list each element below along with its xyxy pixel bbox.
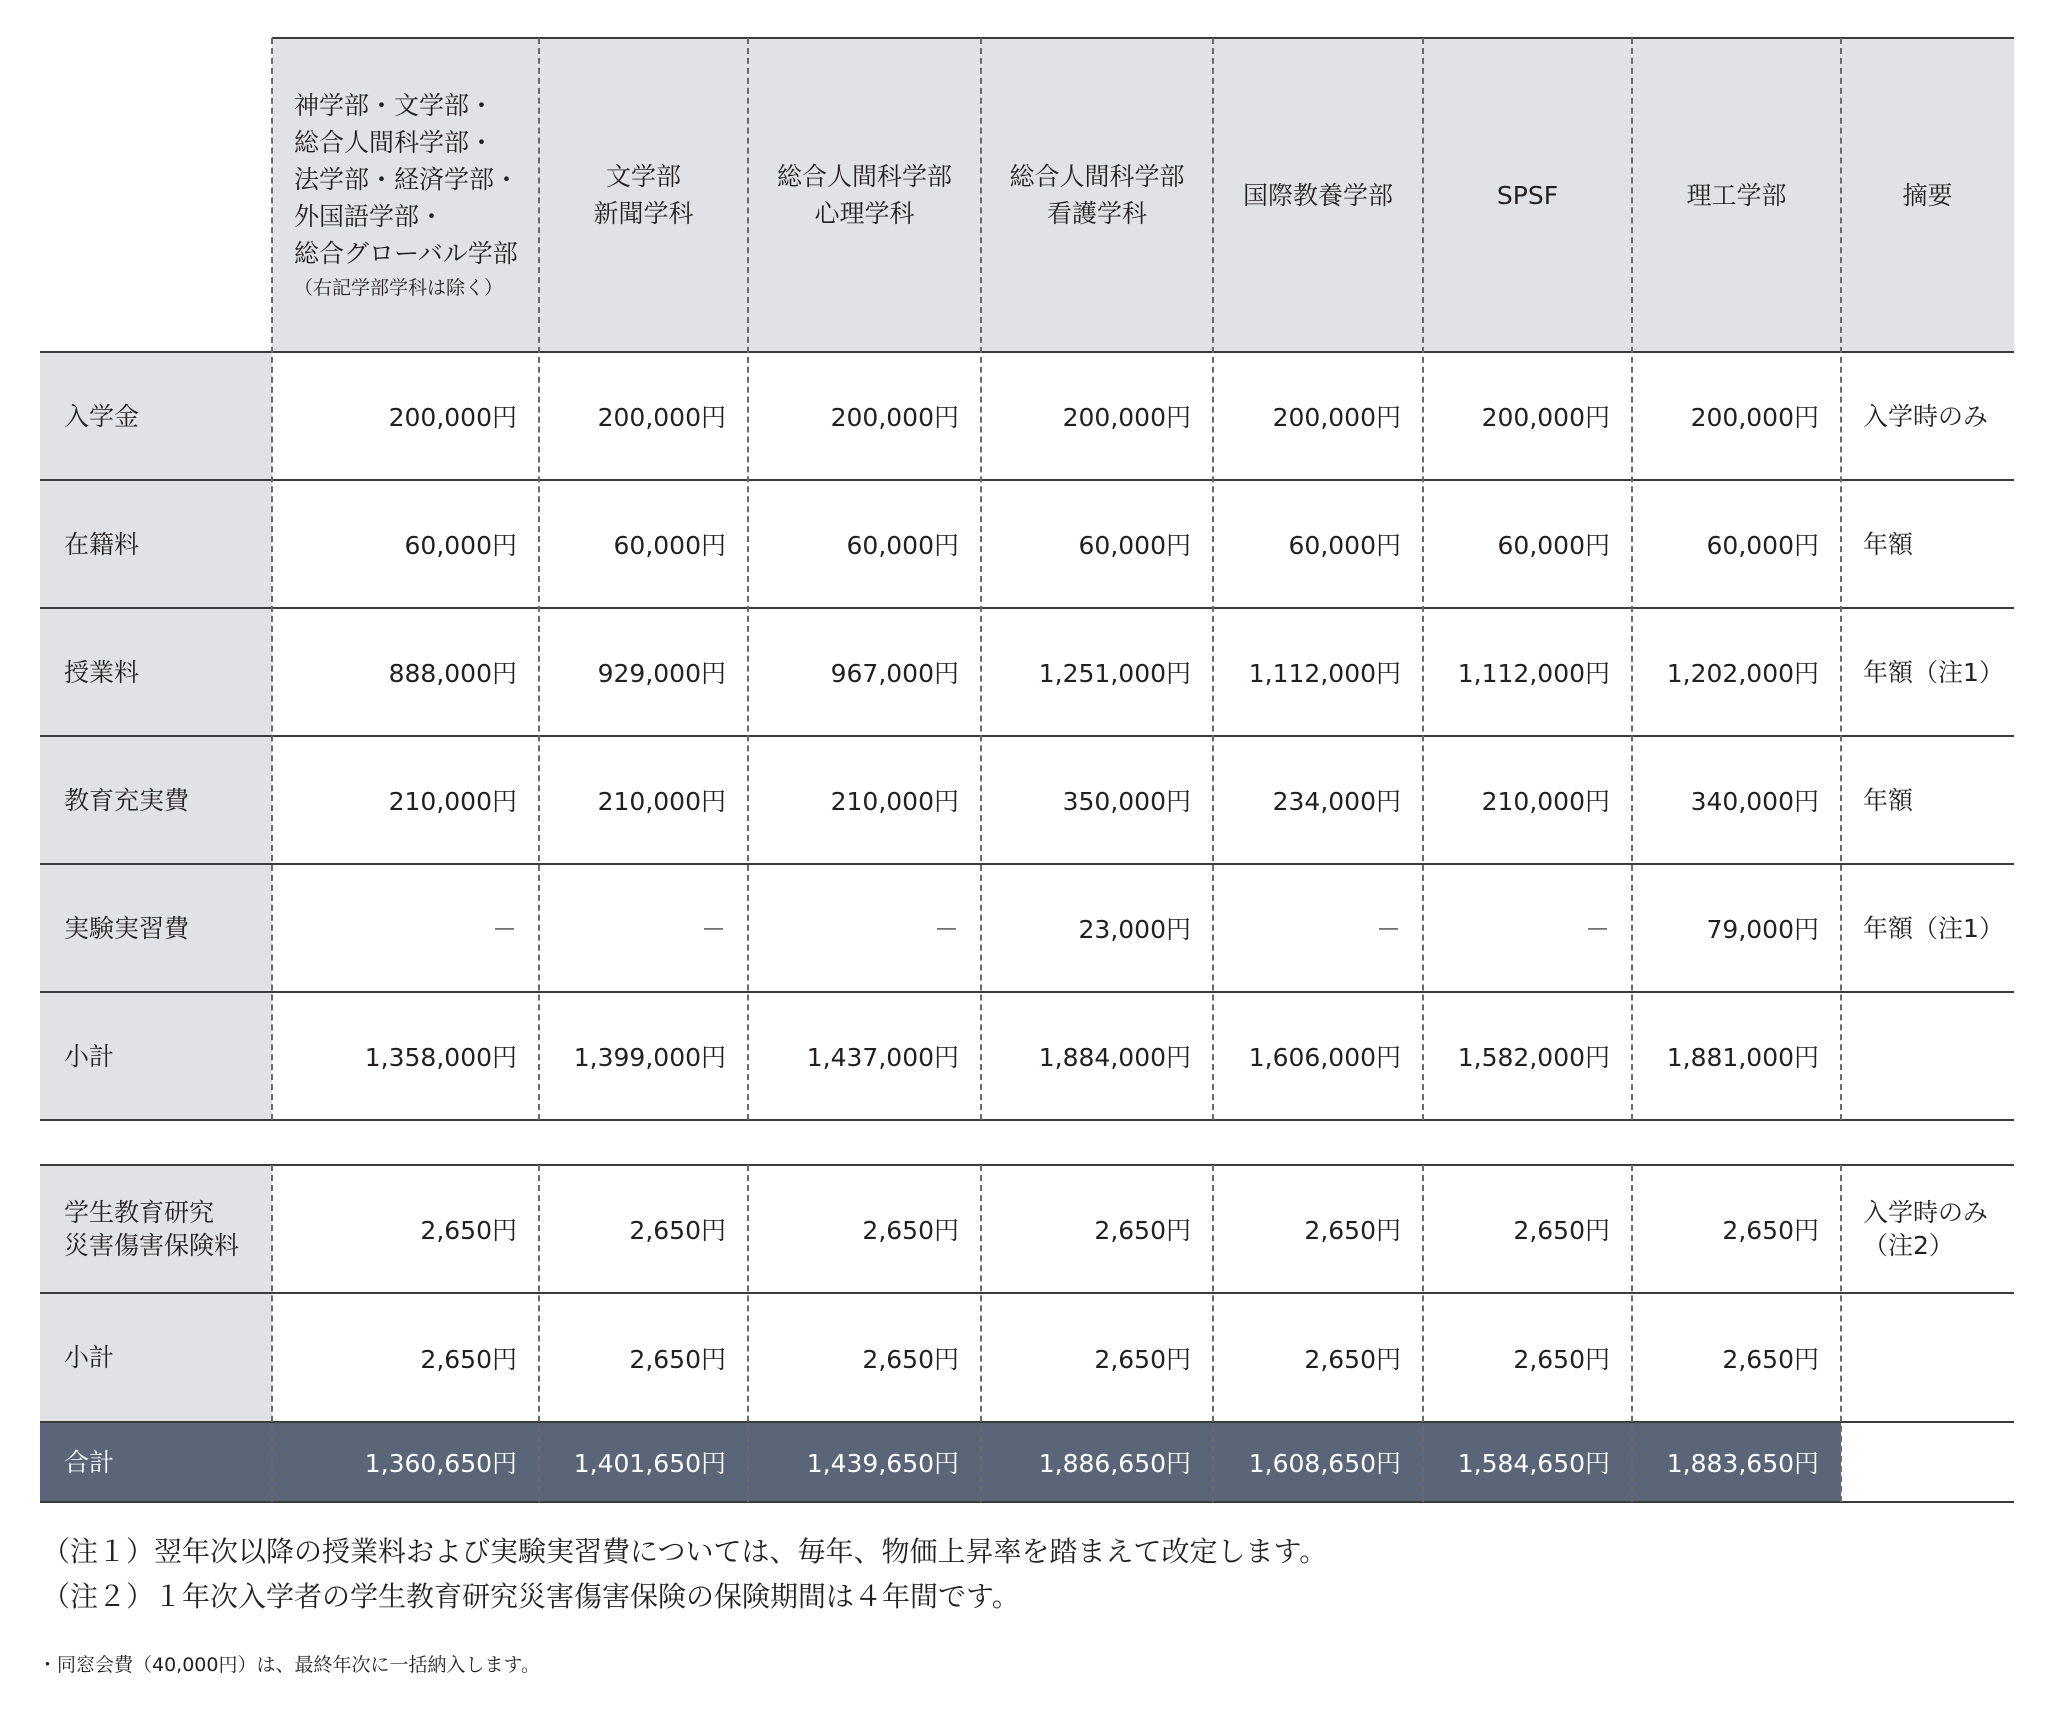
row-rule — [40, 1421, 2014, 1423]
insurance-subtotal-cell: 2,650円 — [1513, 1344, 1610, 1374]
column-header-note: （右記学部学科は除く） — [294, 276, 504, 299]
insurance-label-line: 学生教育研究 — [64, 1198, 215, 1227]
fee-cell: 60,000円 — [1288, 531, 1401, 560]
fee-row-label: 実験実習費 — [64, 913, 190, 943]
column-header-line: 総合人間科学部 — [1009, 162, 1185, 191]
column-header-line: 外国語学部・ — [294, 201, 445, 231]
column-header — [1423, 38, 1632, 352]
column-divider — [538, 38, 540, 1120]
insurance-remark-line: 入学時のみ — [1863, 1198, 1989, 1227]
column-header-line: 総合人間科学部・ — [294, 127, 495, 157]
column-header-line: 法学部・経済学部・ — [294, 164, 520, 194]
column-header-line: 総合人間科学部 — [776, 162, 952, 191]
column-divider — [271, 1165, 273, 1502]
fee-cell: 200,000円 — [597, 403, 726, 432]
column-header — [748, 38, 981, 352]
fee-row-label: 小計 — [64, 1041, 115, 1071]
column-header-line: 理工学部 — [1686, 180, 1787, 210]
fee-cell: 210,000円 — [1481, 787, 1610, 816]
column-header-line: SPSF — [1496, 180, 1559, 210]
insurance-cell: 2,650円 — [1304, 1216, 1401, 1245]
column-divider — [747, 38, 749, 1120]
footnote-1: （注１）翌年次以降の授業料および実験実習費については、毎年、物価上昇率を踏まえて改定します。 — [42, 1535, 1328, 1568]
fee-cell: 1,112,000円 — [1248, 659, 1401, 688]
fee-cell: 210,000円 — [597, 787, 726, 816]
fee-cell: 1,251,000円 — [1038, 659, 1191, 688]
insurance-subtotal-label: 小計 — [64, 1343, 115, 1372]
column-header-line: 神学部・文学部・ — [294, 90, 495, 120]
column-divider — [1840, 38, 1842, 1120]
fee-row-label: 教育充実費 — [64, 785, 190, 815]
row-rule — [40, 1119, 2014, 1121]
total-cell: 1,439,650円 — [806, 1449, 959, 1478]
fee-cell: 234,000円 — [1272, 787, 1401, 816]
column-divider — [1212, 38, 1214, 1120]
fee-cell: 1,399,000円 — [573, 1043, 726, 1072]
fee-cell: 200,000円 — [1272, 403, 1401, 432]
fee-row-remark: 年額 — [1863, 785, 1914, 815]
fee-row-remark: 年額（注1） — [1863, 913, 2004, 943]
total-cell: 1,584,650円 — [1457, 1449, 1610, 1478]
insurance-cell: 2,650円 — [862, 1216, 959, 1245]
alumni-fee-note: ・同窓会費（40,000円）は、最終年次に一括納入します。 — [38, 1654, 540, 1676]
insurance-cell: 2,650円 — [1722, 1216, 1819, 1245]
fee-cell: － — [491, 915, 517, 944]
insurance-remark-line: （注2） — [1863, 1231, 1954, 1260]
insurance-subtotal-cell: 2,650円 — [1304, 1344, 1401, 1374]
fee-cell: 79,000円 — [1706, 915, 1819, 944]
column-divider — [538, 1165, 540, 1502]
row-rule — [40, 1164, 2014, 1166]
insurance-cell: 2,650円 — [629, 1216, 726, 1245]
insurance-subtotal-cell: 2,650円 — [862, 1344, 959, 1374]
fee-cell: － — [933, 915, 959, 944]
column-divider — [1212, 1165, 1214, 1502]
column-header-line: 総合グローバル学部 — [294, 238, 518, 268]
fee-cell: 888,000円 — [388, 659, 517, 688]
total-cell: 1,608,650円 — [1248, 1449, 1401, 1478]
insurance-row-label — [40, 1165, 272, 1293]
insurance-subtotal-cell: 2,650円 — [629, 1344, 726, 1374]
column-header — [1213, 38, 1423, 352]
total-cell: 1,401,650円 — [573, 1449, 726, 1478]
fee-cell: 1,437,000円 — [806, 1043, 959, 1072]
column-divider — [1422, 1165, 1424, 1502]
fee-cell: 60,000円 — [404, 531, 517, 560]
fee-cell: 200,000円 — [388, 403, 517, 432]
fee-cell: 60,000円 — [1497, 531, 1610, 560]
column-divider — [1631, 38, 1633, 1120]
row-rule — [40, 991, 2014, 993]
fee-cell: 210,000円 — [388, 787, 517, 816]
fee-cell: 1,582,000円 — [1457, 1043, 1610, 1072]
fee-cell: 929,000円 — [597, 659, 726, 688]
insurance-remark — [1841, 1165, 2014, 1293]
fee-cell: 200,000円 — [1062, 403, 1191, 432]
row-rule — [40, 863, 2014, 865]
row-rule — [40, 351, 2014, 353]
fee-cell: 1,881,000円 — [1666, 1043, 1819, 1072]
footnote-2: （注２）１年次入学者の学生教育研究災害傷害保険の保険期間は４年間です。 — [42, 1580, 1020, 1613]
fee-cell: － — [1375, 915, 1401, 944]
column-divider — [1631, 1165, 1633, 1502]
fee-row-label: 入学金 — [64, 401, 140, 431]
insurance-cell: 2,650円 — [1094, 1216, 1191, 1245]
fee-row-remark — [1841, 992, 2014, 1120]
fee-cell: － — [700, 915, 726, 944]
column-header-line: 新聞学科 — [593, 199, 694, 228]
total-cell: 1,886,650円 — [1038, 1449, 1191, 1478]
column-divider — [980, 38, 982, 1120]
fee-cell: 60,000円 — [1078, 531, 1191, 560]
fee-row-remark: 年額 — [1863, 529, 1914, 559]
column-header — [272, 38, 539, 352]
column-divider — [271, 38, 273, 1120]
column-divider — [1840, 1165, 1842, 1502]
fee-row-remark: 入学時のみ — [1863, 401, 1989, 431]
fee-cell: 60,000円 — [613, 531, 726, 560]
total-cell: 1,883,650円 — [1666, 1449, 1819, 1478]
row-rule — [40, 607, 2014, 609]
fee-cell: 1,112,000円 — [1457, 659, 1610, 688]
fee-cell: － — [1584, 915, 1610, 944]
insurance-cell: 2,650円 — [1513, 1216, 1610, 1245]
row-rule — [40, 479, 2014, 481]
column-header — [1632, 38, 1841, 352]
fee-cell: 200,000円 — [1690, 403, 1819, 432]
column-divider — [747, 1165, 749, 1502]
column-divider — [1422, 38, 1424, 1120]
fee-cell: 60,000円 — [846, 531, 959, 560]
row-rule — [40, 735, 2014, 737]
column-header-line: 看護学科 — [1046, 199, 1147, 228]
fee-cell: 1,202,000円 — [1666, 659, 1819, 688]
fee-row-label: 在籍料 — [64, 529, 140, 559]
fee-row-remark: 年額（注1） — [1863, 657, 2004, 687]
fee-cell: 60,000円 — [1706, 531, 1819, 560]
fee-cell: 200,000円 — [830, 403, 959, 432]
fee-row-label: 授業料 — [64, 657, 140, 687]
column-divider — [980, 1165, 982, 1502]
insurance-subtotal-cell: 2,650円 — [420, 1344, 517, 1374]
fee-cell: 1,884,000円 — [1038, 1043, 1191, 1072]
insurance-subtotal-cell: 2,650円 — [1722, 1344, 1819, 1374]
column-header — [981, 38, 1213, 352]
insurance-label-line: 災害傷害保険料 — [64, 1231, 240, 1260]
column-header — [539, 38, 748, 352]
column-header-line: 心理学科 — [814, 199, 915, 228]
insurance-cell: 2,650円 — [420, 1216, 517, 1245]
fee-cell: 1,358,000円 — [364, 1043, 517, 1072]
table-top-rule — [272, 37, 2014, 39]
fee-cell: 23,000円 — [1078, 915, 1191, 944]
fee-cell: 200,000円 — [1481, 403, 1610, 432]
fee-cell: 210,000円 — [830, 787, 959, 816]
fee-cell: 350,000円 — [1062, 787, 1191, 816]
row-rule — [40, 1292, 2014, 1294]
table-bottom-rule — [40, 1501, 2014, 1503]
total-cell: 1,360,650円 — [364, 1449, 517, 1478]
column-header-line: 文学部 — [605, 162, 681, 191]
column-header-line: 国際教養学部 — [1242, 180, 1393, 210]
fee-cell: 340,000円 — [1690, 787, 1819, 816]
insurance-subtotal-cell: 2,650円 — [1094, 1344, 1191, 1374]
fee-cell: 1,606,000円 — [1248, 1043, 1401, 1072]
total-label: 合計 — [64, 1447, 115, 1477]
remarks-header: 摘要 — [1902, 180, 1953, 210]
fee-cell: 967,000円 — [830, 659, 959, 688]
